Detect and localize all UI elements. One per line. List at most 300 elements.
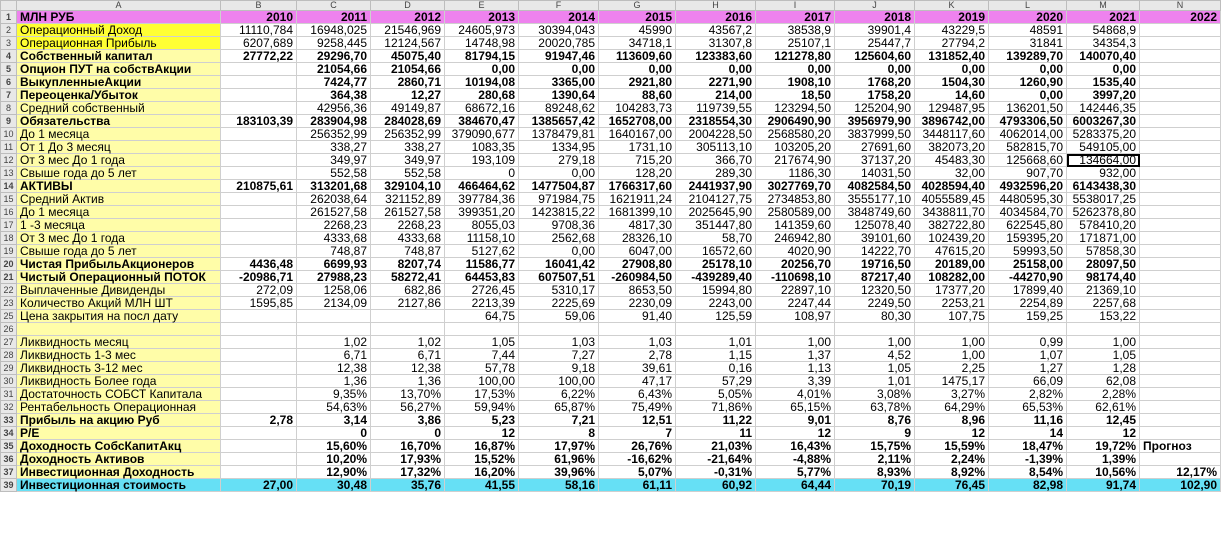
row-number[interactable]: 13 <box>1 167 17 180</box>
column-header-L[interactable]: L <box>989 1 1067 11</box>
data-cell[interactable]: 5310,17 <box>519 284 599 297</box>
row-number[interactable]: 33 <box>1 414 17 427</box>
data-cell[interactable]: 1652708,00 <box>599 115 676 128</box>
data-cell[interactable] <box>1140 219 1221 232</box>
data-cell[interactable]: 2921,80 <box>599 76 676 89</box>
data-cell[interactable] <box>221 128 297 141</box>
data-cell[interactable]: 262038,64 <box>297 193 371 206</box>
data-cell[interactable]: 607507,51 <box>519 271 599 284</box>
data-cell[interactable]: 12 <box>445 427 519 440</box>
data-cell[interactable]: 1,00 <box>915 336 989 349</box>
data-cell[interactable]: 14031,50 <box>835 167 915 180</box>
data-cell[interactable]: 35,76 <box>371 479 445 492</box>
data-cell[interactable]: 37137,20 <box>835 154 915 167</box>
row-number[interactable]: 17 <box>1 219 17 232</box>
data-cell[interactable]: 1477504,87 <box>519 180 599 193</box>
year-header-cell[interactable]: 2016 <box>676 11 756 24</box>
data-cell[interactable] <box>221 453 297 466</box>
data-cell[interactable]: 45990 <box>599 24 676 37</box>
row-label-cell[interactable]: Операционный Доход <box>17 24 221 37</box>
data-cell[interactable] <box>221 102 297 115</box>
data-cell[interactable]: 1595,85 <box>221 297 297 310</box>
data-cell[interactable]: 3956979,90 <box>835 115 915 128</box>
data-cell[interactable]: 9708,36 <box>519 219 599 232</box>
data-cell[interactable]: 80,30 <box>835 310 915 323</box>
data-cell[interactable]: 27772,22 <box>221 50 297 63</box>
data-cell[interactable]: 2254,89 <box>989 297 1067 310</box>
data-cell[interactable]: 15,52% <box>445 453 519 466</box>
year-header-cell[interactable]: 2022 <box>1140 11 1221 24</box>
data-cell[interactable]: 4932596,20 <box>989 180 1067 193</box>
data-cell[interactable]: 25158,00 <box>989 258 1067 271</box>
data-cell[interactable]: 7424,77 <box>297 76 371 89</box>
data-cell[interactable]: 6,22% <box>519 388 599 401</box>
data-cell[interactable] <box>1140 414 1221 427</box>
data-cell[interactable]: -110698,10 <box>756 271 835 284</box>
data-cell[interactable]: 1260,90 <box>989 76 1067 89</box>
row-number[interactable]: 7 <box>1 89 17 102</box>
data-cell[interactable]: 3,14 <box>297 414 371 427</box>
year-header-cell[interactable]: 2012 <box>371 11 445 24</box>
row-number[interactable]: 9 <box>1 115 17 128</box>
data-cell[interactable]: 11 <box>676 427 756 440</box>
data-cell[interactable]: 12,27 <box>371 89 445 102</box>
data-cell[interactable]: 3365,00 <box>519 76 599 89</box>
row-label-cell[interactable]: От 3 мес До 1 года <box>17 232 221 245</box>
data-cell[interactable] <box>221 63 297 76</box>
row-label-cell[interactable]: Достаточность СОБСТ Капитала <box>17 388 221 401</box>
data-cell[interactable] <box>1140 141 1221 154</box>
data-cell[interactable]: 0,00 <box>989 63 1067 76</box>
data-cell[interactable] <box>221 141 297 154</box>
row-label-cell[interactable]: Количество Акций МЛН ШТ <box>17 297 221 310</box>
year-header-cell[interactable]: 2010 <box>221 11 297 24</box>
data-cell[interactable]: 1,37 <box>756 349 835 362</box>
data-cell[interactable] <box>1140 232 1221 245</box>
data-cell[interactable]: 9,01 <box>756 414 835 427</box>
data-cell[interactable] <box>756 323 835 336</box>
row-number[interactable]: 22 <box>1 284 17 297</box>
data-cell[interactable]: 1,39% <box>1067 453 1140 466</box>
data-cell[interactable]: -260984,50 <box>599 271 676 284</box>
data-cell[interactable]: 0,00 <box>989 89 1067 102</box>
data-cell[interactable]: 2249,50 <box>835 297 915 310</box>
data-cell[interactable]: 2230,09 <box>599 297 676 310</box>
data-cell[interactable]: 364,38 <box>297 89 371 102</box>
data-cell[interactable]: 59,06 <box>519 310 599 323</box>
data-cell[interactable]: 64,75 <box>445 310 519 323</box>
column-header-F[interactable]: F <box>519 1 599 11</box>
data-cell[interactable]: 91,74 <box>1067 479 1140 492</box>
row-number[interactable]: 11 <box>1 141 17 154</box>
data-cell[interactable]: 1385657,42 <box>519 115 599 128</box>
data-cell[interactable]: 16,43% <box>756 440 835 453</box>
data-cell[interactable] <box>1140 375 1221 388</box>
data-cell[interactable]: 1258,06 <box>297 284 371 297</box>
data-cell[interactable]: 5,77% <box>756 466 835 479</box>
data-cell[interactable] <box>1067 323 1140 336</box>
data-cell[interactable]: 75,49% <box>599 401 676 414</box>
data-cell[interactable]: 382073,20 <box>915 141 989 154</box>
data-cell[interactable]: 43567,2 <box>676 24 756 37</box>
row-label-cell[interactable]: Средний собственный <box>17 102 221 115</box>
data-cell[interactable] <box>519 323 599 336</box>
row-label-cell[interactable]: Ликвидность месяц <box>17 336 221 349</box>
year-header-cell[interactable]: 2018 <box>835 11 915 24</box>
data-cell[interactable]: 283904,98 <box>297 115 371 128</box>
data-cell[interactable]: 932,00 <box>1067 167 1140 180</box>
data-cell[interactable]: 1334,95 <box>519 141 599 154</box>
row-number[interactable]: 23 <box>1 297 17 310</box>
data-cell[interactable]: 6003267,30 <box>1067 115 1140 128</box>
data-cell[interactable] <box>1140 310 1221 323</box>
data-cell[interactable]: 1,05 <box>835 362 915 375</box>
data-cell[interactable]: 279,18 <box>519 154 599 167</box>
data-cell[interactable]: 349,97 <box>297 154 371 167</box>
data-cell[interactable] <box>221 349 297 362</box>
data-cell[interactable]: 13,70% <box>371 388 445 401</box>
data-cell[interactable]: 65,87% <box>519 401 599 414</box>
data-cell[interactable]: 2726,45 <box>445 284 519 297</box>
data-cell[interactable]: 62,08 <box>1067 375 1140 388</box>
data-cell[interactable]: 66,09 <box>989 375 1067 388</box>
data-cell[interactable]: 1423815,22 <box>519 206 599 219</box>
data-cell[interactable]: 1504,30 <box>915 76 989 89</box>
data-cell[interactable]: 21546,969 <box>371 24 445 37</box>
data-cell[interactable]: 2,78 <box>221 414 297 427</box>
column-header-M[interactable]: M <box>1067 1 1140 11</box>
data-cell[interactable]: 28326,10 <box>599 232 676 245</box>
year-header-cell[interactable]: 2014 <box>519 11 599 24</box>
data-cell[interactable] <box>1140 63 1221 76</box>
data-cell[interactable]: 6143438,30 <box>1067 180 1140 193</box>
select-all-corner[interactable] <box>1 1 17 11</box>
data-cell[interactable]: 25107,1 <box>756 37 835 50</box>
row-label-cell[interactable]: Доходность Активов <box>17 453 221 466</box>
data-cell[interactable]: 2104127,75 <box>676 193 756 206</box>
data-cell[interactable]: 34354,3 <box>1067 37 1140 50</box>
data-cell[interactable]: 8 <box>519 427 599 440</box>
data-cell[interactable]: 8653,50 <box>599 284 676 297</box>
column-header-C[interactable]: C <box>297 1 371 11</box>
data-cell[interactable]: 1731,10 <box>599 141 676 154</box>
data-cell[interactable] <box>835 323 915 336</box>
data-cell[interactable]: -21,64% <box>676 453 756 466</box>
data-cell[interactable]: 4436,48 <box>221 258 297 271</box>
data-cell[interactable]: 24605,973 <box>445 24 519 37</box>
data-cell[interactable]: 907,70 <box>989 167 1067 180</box>
data-cell[interactable]: 45483,30 <box>915 154 989 167</box>
row-number[interactable]: 30 <box>1 375 17 388</box>
data-cell[interactable]: 1640167,00 <box>599 128 676 141</box>
data-cell[interactable] <box>1140 349 1221 362</box>
data-cell[interactable] <box>1140 115 1221 128</box>
data-cell[interactable]: 21054,66 <box>371 63 445 76</box>
data-cell[interactable] <box>1140 336 1221 349</box>
data-cell[interactable] <box>1140 245 1221 258</box>
row-number[interactable]: 37 <box>1 466 17 479</box>
data-cell[interactable]: 159,25 <box>989 310 1067 323</box>
data-cell[interactable]: 0,00 <box>519 63 599 76</box>
data-cell[interactable]: 4,01% <box>756 388 835 401</box>
data-cell[interactable]: 2,25 <box>915 362 989 375</box>
row-label-cell[interactable]: P/E <box>17 427 221 440</box>
data-cell[interactable]: 0,00 <box>519 167 599 180</box>
data-cell[interactable]: 0,99 <box>989 336 1067 349</box>
data-cell[interactable]: 16,87% <box>445 440 519 453</box>
data-cell[interactable]: 0 <box>371 427 445 440</box>
data-cell[interactable]: 193,109 <box>445 154 519 167</box>
data-cell[interactable]: 338,27 <box>371 141 445 154</box>
data-cell[interactable]: 27,00 <box>221 479 297 492</box>
data-cell[interactable]: 2225,69 <box>519 297 599 310</box>
data-cell[interactable]: 0,00 <box>445 63 519 76</box>
data-cell[interactable]: 54,63% <box>297 401 371 414</box>
data-cell[interactable]: 29296,70 <box>297 50 371 63</box>
data-cell[interactable]: 43229,5 <box>915 24 989 37</box>
row-label-cell[interactable]: Рентабельность Операционная <box>17 401 221 414</box>
data-cell[interactable]: 748,87 <box>297 245 371 258</box>
row-number[interactable]: 21 <box>1 271 17 284</box>
data-cell[interactable]: 351447,80 <box>676 219 756 232</box>
data-cell[interactable]: 183103,39 <box>221 115 297 128</box>
row-number[interactable]: 3 <box>1 37 17 50</box>
data-cell[interactable]: 2268,23 <box>371 219 445 232</box>
data-cell[interactable]: 125668,60 <box>989 154 1067 167</box>
data-cell[interactable]: 65,53% <box>989 401 1067 414</box>
row-label-cell[interactable]: Операционная Прибыль <box>17 37 221 50</box>
data-cell[interactable]: 59993,50 <box>989 245 1067 258</box>
data-cell[interactable]: 102,90 <box>1140 479 1221 492</box>
data-cell[interactable]: 2,28% <box>1067 388 1140 401</box>
row-number[interactable]: 20 <box>1 258 17 271</box>
data-cell[interactable]: 12 <box>756 427 835 440</box>
row-number[interactable]: 8 <box>1 102 17 115</box>
data-cell[interactable]: 82,98 <box>989 479 1067 492</box>
data-cell[interactable]: 1,01 <box>676 336 756 349</box>
data-cell[interactable]: 20256,70 <box>756 258 835 271</box>
row-label-cell[interactable]: До 1 месяца <box>17 128 221 141</box>
data-cell[interactable]: 11,22 <box>676 414 756 427</box>
data-cell[interactable]: 1,28 <box>1067 362 1140 375</box>
data-cell[interactable]: 15,60% <box>297 440 371 453</box>
data-cell[interactable]: 2318554,30 <box>676 115 756 128</box>
row-number[interactable]: 14 <box>1 180 17 193</box>
data-cell[interactable]: 27988,23 <box>297 271 371 284</box>
data-cell[interactable]: 2568580,20 <box>756 128 835 141</box>
row-label-cell[interactable]: Инвестиционная стоимость <box>17 479 221 492</box>
data-cell[interactable]: 171871,00 <box>1067 232 1140 245</box>
data-cell[interactable]: 349,97 <box>371 154 445 167</box>
data-cell[interactable]: 0,00 <box>676 63 756 76</box>
data-cell[interactable]: 21,03% <box>676 440 756 453</box>
row-number[interactable]: 12 <box>1 154 17 167</box>
data-cell[interactable] <box>1140 271 1221 284</box>
data-cell[interactable]: 14,60 <box>915 89 989 102</box>
data-cell[interactable]: 39101,60 <box>835 232 915 245</box>
data-cell[interactable] <box>221 167 297 180</box>
column-header-D[interactable]: D <box>371 1 445 11</box>
data-cell[interactable]: 64,29% <box>915 401 989 414</box>
data-cell[interactable]: 68672,16 <box>445 102 519 115</box>
data-cell[interactable]: 3848749,60 <box>835 206 915 219</box>
data-cell[interactable]: 131852,40 <box>915 50 989 63</box>
data-cell[interactable]: 4062014,00 <box>989 128 1067 141</box>
data-cell[interactable]: 4,52 <box>835 349 915 362</box>
data-cell[interactable]: 5283375,20 <box>1067 128 1140 141</box>
row-label-cell[interactable]: Прибыль на акцию Руб <box>17 414 221 427</box>
data-cell[interactable]: 26,76% <box>599 440 676 453</box>
year-header-cell[interactable]: 2015 <box>599 11 676 24</box>
data-cell[interactable]: 329104,10 <box>371 180 445 193</box>
data-cell[interactable] <box>221 375 297 388</box>
data-cell[interactable]: 21054,66 <box>297 63 371 76</box>
row-label-cell[interactable]: Выплаченные Дивиденды <box>17 284 221 297</box>
data-cell[interactable]: 4480595,30 <box>989 193 1067 206</box>
data-cell[interactable] <box>1140 284 1221 297</box>
data-cell[interactable]: 58,70 <box>676 232 756 245</box>
selected-cell[interactable]: 134664,00 <box>1067 154 1140 167</box>
data-cell[interactable]: 57,78 <box>445 362 519 375</box>
data-cell[interactable]: 3896742,00 <box>915 115 989 128</box>
data-cell[interactable]: 0 <box>445 167 519 180</box>
row-number[interactable]: 15 <box>1 193 17 206</box>
data-cell[interactable]: 18,47% <box>989 440 1067 453</box>
row-number[interactable]: 35 <box>1 440 17 453</box>
data-cell[interactable]: 8207,74 <box>371 258 445 271</box>
data-cell[interactable]: 10,56% <box>1067 466 1140 479</box>
data-cell[interactable]: 15,75% <box>835 440 915 453</box>
data-cell[interactable]: 5,05% <box>676 388 756 401</box>
row-number[interactable]: 2 <box>1 24 17 37</box>
data-cell[interactable]: 0,16 <box>676 362 756 375</box>
year-header-cell[interactable]: 2021 <box>1067 11 1140 24</box>
data-cell[interactable]: 11110,784 <box>221 24 297 37</box>
data-cell[interactable]: -4,88% <box>756 453 835 466</box>
data-cell[interactable]: 31307,8 <box>676 37 756 50</box>
data-cell[interactable]: 100,00 <box>445 375 519 388</box>
data-cell[interactable]: 64453,83 <box>445 271 519 284</box>
data-cell[interactable]: 6,71 <box>371 349 445 362</box>
data-cell[interactable]: 15994,80 <box>676 284 756 297</box>
data-cell[interactable]: 139289,70 <box>989 50 1067 63</box>
row-number[interactable]: 6 <box>1 76 17 89</box>
data-cell[interactable]: 1766317,60 <box>599 180 676 193</box>
data-cell[interactable]: 30394,043 <box>519 24 599 37</box>
data-cell[interactable]: 6699,93 <box>297 258 371 271</box>
data-cell[interactable]: 2734853,80 <box>756 193 835 206</box>
row-number[interactable]: 16 <box>1 206 17 219</box>
data-cell[interactable]: 12,90% <box>297 466 371 479</box>
data-cell[interactable] <box>1140 388 1221 401</box>
data-cell[interactable]: 3438811,70 <box>915 206 989 219</box>
data-cell[interactable] <box>1140 401 1221 414</box>
data-cell[interactable]: 141359,60 <box>756 219 835 232</box>
data-cell[interactable]: 3,27% <box>915 388 989 401</box>
data-cell[interactable]: 2253,21 <box>915 297 989 310</box>
data-cell[interactable] <box>1140 50 1221 63</box>
data-cell[interactable] <box>989 323 1067 336</box>
data-cell[interactable]: 22897,10 <box>756 284 835 297</box>
data-cell[interactable]: 1,00 <box>1067 336 1140 349</box>
data-cell[interactable]: 6,71 <box>297 349 371 362</box>
data-cell[interactable]: 108,97 <box>756 310 835 323</box>
data-cell[interactable] <box>1140 128 1221 141</box>
data-cell[interactable]: 8,76 <box>835 414 915 427</box>
data-cell[interactable]: 2562,68 <box>519 232 599 245</box>
data-cell[interactable] <box>1140 37 1221 50</box>
row-label-cell[interactable]: Средний Актив <box>17 193 221 206</box>
row-number[interactable]: 36 <box>1 453 17 466</box>
data-cell[interactable] <box>221 76 297 89</box>
data-cell[interactable]: 159395,20 <box>989 232 1067 245</box>
data-cell[interactable]: 748,87 <box>371 245 445 258</box>
data-cell[interactable]: 366,70 <box>676 154 756 167</box>
column-header-G[interactable]: G <box>599 1 676 11</box>
data-cell[interactable]: 12,45 <box>1067 414 1140 427</box>
data-cell[interactable]: -0,31% <box>676 466 756 479</box>
data-cell[interactable]: 399351,20 <box>445 206 519 219</box>
data-cell[interactable]: 61,11 <box>599 479 676 492</box>
data-cell[interactable]: 11586,77 <box>445 258 519 271</box>
data-cell[interactable] <box>599 323 676 336</box>
data-cell[interactable]: 16041,42 <box>519 258 599 271</box>
data-cell[interactable] <box>221 362 297 375</box>
data-cell[interactable]: 32,00 <box>915 167 989 180</box>
data-cell[interactable]: 21369,10 <box>1067 284 1140 297</box>
row-label-cell[interactable]: Доходность СобсКапитАкц <box>17 440 221 453</box>
data-cell[interactable]: 4333,68 <box>371 232 445 245</box>
data-cell[interactable]: 8,93% <box>835 466 915 479</box>
data-cell[interactable]: 2860,71 <box>371 76 445 89</box>
data-cell[interactable]: 81794,15 <box>445 50 519 63</box>
column-header-A[interactable]: A <box>17 1 221 11</box>
data-cell[interactable]: 12 <box>1067 427 1140 440</box>
data-cell[interactable]: 1186,30 <box>756 167 835 180</box>
data-cell[interactable]: 1621911,24 <box>599 193 676 206</box>
data-cell[interactable]: 142446,35 <box>1067 102 1140 115</box>
year-header-cell[interactable]: 2011 <box>297 11 371 24</box>
data-cell[interactable]: 12,51 <box>599 414 676 427</box>
data-cell[interactable]: 0,00 <box>599 63 676 76</box>
data-cell[interactable] <box>221 310 297 323</box>
data-cell[interactable]: 578410,20 <box>1067 219 1140 232</box>
data-cell[interactable]: 87217,40 <box>835 271 915 284</box>
data-cell[interactable]: 272,09 <box>221 284 297 297</box>
data-cell[interactable]: 4333,68 <box>297 232 371 245</box>
data-cell[interactable]: 18,50 <box>756 89 835 102</box>
data-cell[interactable]: 2257,68 <box>1067 297 1140 310</box>
row-label-cell[interactable]: Свыше года до 5 лет <box>17 245 221 258</box>
row-label-cell[interactable]: Инвестиционная Доходность <box>17 466 221 479</box>
data-cell[interactable]: 246942,80 <box>756 232 835 245</box>
data-cell[interactable]: 2,24% <box>915 453 989 466</box>
row-number[interactable]: 32 <box>1 401 17 414</box>
data-cell[interactable]: 128,20 <box>599 167 676 180</box>
data-cell[interactable]: 10194,08 <box>445 76 519 89</box>
header-label-cell[interactable]: МЛН РУБ <box>17 11 221 24</box>
data-cell[interactable]: 1,00 <box>915 349 989 362</box>
data-cell[interactable]: 7,21 <box>519 414 599 427</box>
data-cell[interactable]: 1,00 <box>756 336 835 349</box>
data-cell[interactable] <box>221 336 297 349</box>
data-cell[interactable]: 622545,80 <box>989 219 1067 232</box>
data-cell[interactable]: 321152,89 <box>371 193 445 206</box>
data-cell[interactable] <box>221 401 297 414</box>
data-cell[interactable]: 379090,677 <box>445 128 519 141</box>
data-cell[interactable]: 91,40 <box>599 310 676 323</box>
data-cell[interactable]: 5538017,25 <box>1067 193 1140 206</box>
